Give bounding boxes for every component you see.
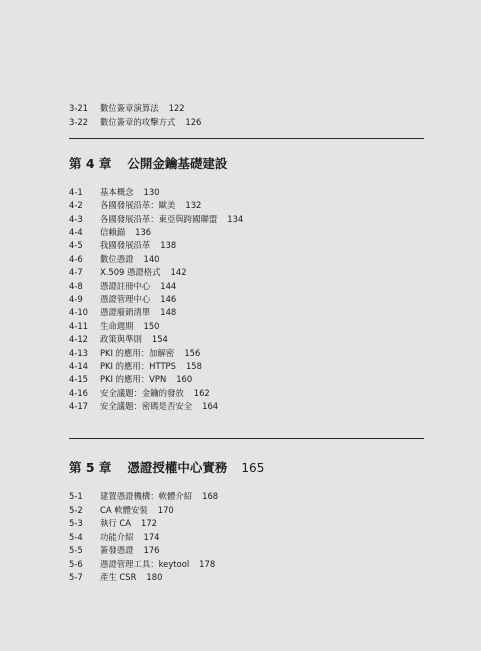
chapter-page: 165: [241, 461, 265, 475]
entry-page: 172: [141, 518, 157, 528]
chapter-heading: [69, 156, 241, 172]
entry-number: 5-2: [69, 505, 83, 515]
entry-title: X.509 憑證格式: [100, 267, 161, 277]
entry-page: 144: [160, 281, 177, 291]
section-divider: [69, 138, 424, 139]
entry-number: 4-6: [69, 254, 83, 264]
entry-title: 建置憑證機構：軟體介紹: [100, 491, 193, 501]
entry-page: 178: [199, 559, 216, 569]
entry-title: 基本概念: [100, 187, 134, 197]
entry-number: 4-15: [69, 374, 89, 384]
toc-entry: [69, 374, 192, 385]
toc-entry: [69, 545, 160, 556]
entry-title: 信賴錨: [100, 227, 126, 237]
entry-title: 執行 CA: [100, 518, 131, 528]
entry-page: 154: [151, 334, 168, 344]
toc-entry: [69, 214, 243, 225]
entry-title: 憑證廢銷清單: [100, 307, 151, 317]
entry-number: 4-12: [69, 334, 89, 344]
toc-entry: [69, 559, 215, 570]
entry-number: 4-5: [69, 240, 83, 250]
entry-page: 158: [185, 361, 202, 371]
entry-number: 4-16: [69, 388, 89, 398]
toc-entry: [69, 401, 218, 412]
entry-page: 160: [176, 374, 193, 384]
entry-number: 4-3: [69, 214, 83, 224]
entry-page: 126: [185, 117, 202, 127]
toc-entry: [69, 281, 176, 292]
entry-number: 5-7: [69, 572, 83, 582]
entry-page: 174: [143, 532, 160, 542]
toc-entry: [69, 348, 200, 359]
entry-page: 140: [143, 254, 160, 264]
entry-title: 功能介紹: [100, 532, 134, 542]
toc-entry: [69, 321, 160, 332]
entry-title: 憑證管理工具：keytool: [100, 559, 190, 569]
chapter-heading: [69, 460, 264, 476]
entry-number: 4-17: [69, 401, 89, 411]
entry-title: 產生 CSR: [100, 572, 137, 582]
entry-page: 162: [193, 388, 210, 398]
chapter-title: 憑證授權中心實務: [127, 460, 228, 475]
entry-page: 164: [202, 401, 219, 411]
toc-entry: [69, 227, 151, 238]
toc-entry: [69, 491, 218, 502]
entry-page: 170: [157, 505, 174, 515]
entry-page: 168: [202, 491, 219, 501]
entry-page: 138: [160, 240, 177, 250]
entry-number: 4-9: [69, 294, 83, 304]
entry-page: 150: [143, 321, 160, 331]
entry-title: 數位簽章演算法: [100, 103, 159, 113]
entry-page: 148: [160, 307, 177, 317]
entry-page: 156: [184, 348, 201, 358]
entry-number: 4-13: [69, 348, 89, 358]
entry-page: 176: [143, 545, 160, 555]
entry-title: 安全議題：金鑰的發放: [100, 388, 184, 398]
entry-number: 4-10: [69, 307, 89, 317]
entry-page: 132: [185, 200, 202, 210]
entry-page: 146: [160, 294, 177, 304]
toc-entry: [69, 117, 201, 128]
entry-title: 各國發展沿革：歐美: [100, 200, 176, 210]
entry-title: PKI 的應用：VPN: [100, 374, 167, 384]
entry-number: 4-4: [69, 227, 83, 237]
entry-number: 5-3: [69, 518, 83, 528]
entry-title: 生命週期: [100, 321, 134, 331]
entry-number: 4-14: [69, 361, 89, 371]
chapter-label: 第 4 章: [69, 156, 112, 171]
entry-number: 4-2: [69, 200, 83, 210]
toc-entry: [69, 307, 176, 318]
entry-title: 安全議題：密碼是否安全: [100, 401, 193, 411]
entry-number: 5-5: [69, 545, 83, 555]
entry-number: 3-22: [69, 117, 89, 127]
entry-title: 憑證管理中心: [100, 294, 151, 304]
entry-title: 我國發展沿革: [100, 240, 151, 250]
entry-title: PKI 的應用：加解密: [100, 348, 175, 358]
entry-number: 5-4: [69, 532, 83, 542]
entry-title: 憑證註冊中心: [100, 281, 151, 291]
entry-number: 4-11: [69, 321, 89, 331]
entry-page: 142: [170, 267, 187, 277]
toc-entry: [69, 103, 185, 114]
entry-title: 政策與準則: [100, 334, 142, 344]
entry-number: 5-6: [69, 559, 83, 569]
entry-title: 數位簽章的攻擊方式: [100, 117, 176, 127]
entry-page: 122: [168, 103, 185, 113]
toc-entry: [69, 334, 168, 345]
entry-title: CA 軟體安裝: [100, 505, 148, 515]
entry-title: PKI 的應用：HTTPS: [100, 361, 176, 371]
entry-title: 數位憑證: [100, 254, 134, 264]
toc-entry: [69, 572, 162, 583]
toc-entry: [69, 505, 174, 516]
entry-page: 136: [135, 227, 152, 237]
chapter-title: 公開金鑰基礎建設: [127, 156, 228, 171]
entry-number: 4-8: [69, 281, 83, 291]
entry-number: 3-21: [69, 103, 89, 113]
section-divider: [69, 438, 424, 439]
toc-entry: [69, 294, 176, 305]
entry-title: 各國發展沿革：東亞與跨國聯盟: [100, 214, 218, 224]
entry-number: 5-1: [69, 491, 83, 501]
chapter-label: 第 5 章: [69, 460, 112, 475]
entry-title: 簽發憑證: [100, 545, 134, 555]
toc-entry: [69, 254, 160, 265]
toc-entry: [69, 200, 201, 211]
toc-entry: [69, 187, 160, 198]
entry-page: 134: [227, 214, 244, 224]
toc-entry: [69, 518, 157, 529]
toc-entry: [69, 532, 160, 543]
entry-number: 4-7: [69, 267, 83, 277]
entry-page: 130: [143, 187, 160, 197]
toc-entry: [69, 361, 202, 372]
toc-entry: [69, 240, 176, 251]
toc-entry: [69, 388, 210, 399]
entry-number: 4-1: [69, 187, 83, 197]
entry-page: 180: [146, 572, 163, 582]
toc-entry: [69, 267, 187, 278]
